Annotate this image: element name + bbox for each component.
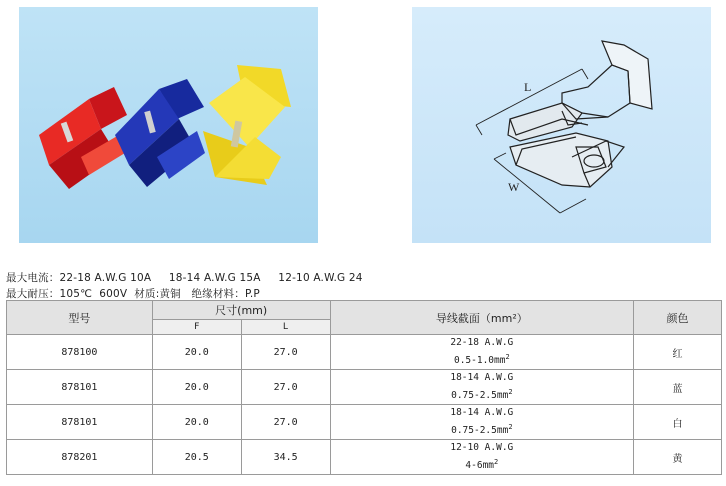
header-model: 型号: [7, 301, 153, 335]
cell-F: 20.0: [152, 405, 241, 440]
header-cross-section: 导线截面（mm²）: [330, 301, 634, 335]
cell-color: 蓝: [634, 370, 722, 405]
cell-model: 878201: [7, 440, 153, 475]
superscript: 2: [494, 458, 499, 467]
cell-mm2-wrap: [331, 385, 634, 403]
cell-cross-section: [330, 405, 634, 440]
cell-model: 878101: [7, 370, 153, 405]
cell-mm2: 0.5-1.0mm: [453, 355, 506, 367]
cell-mm2: 4-6mm: [465, 460, 495, 472]
header-L: L: [241, 320, 330, 335]
cell-mm2: 0.75-2.5mm: [451, 390, 509, 402]
superscript: 2: [508, 423, 513, 432]
connector-outline: [508, 41, 652, 187]
technical-drawing: [412, 7, 711, 243]
product-photo: [19, 7, 318, 243]
table-row: [7, 335, 722, 370]
cell-mm2-wrap: [331, 350, 634, 368]
cell-awg: 18-14 A.W.G: [450, 407, 514, 419]
cell-L: 34.5: [241, 440, 330, 475]
cell-L: 27.0: [241, 405, 330, 440]
table-row: [7, 370, 722, 405]
table-row: [7, 440, 722, 475]
blue-connector-image: [115, 79, 205, 187]
red-connector-image: [39, 87, 127, 189]
table-header-row: [7, 301, 722, 320]
cell-color: 白: [634, 405, 722, 440]
header-F: F: [152, 320, 241, 335]
cell-L: 27.0: [241, 335, 330, 370]
cell-F: 20.0: [152, 370, 241, 405]
yellow-connector-image: [203, 65, 291, 185]
spec-line-current: 最大电流：22-18 A.W.G 10A 18-14 A.W.G 15A 12-10 A.W.G 24: [6, 272, 363, 284]
cell-mm2-wrap: [331, 455, 634, 473]
cell-cross-section: [330, 440, 634, 475]
cell-model: 878100: [7, 335, 153, 370]
cell-L: 27.0: [241, 370, 330, 405]
header-color: 颜色: [634, 301, 722, 335]
superscript: 2: [508, 388, 513, 397]
cell-F: 20.5: [152, 440, 241, 475]
cell-awg: 18-14 A.W.G: [450, 372, 514, 384]
cell-awg: 22-18 A.W.G: [450, 337, 514, 349]
dimension-label-W: W: [508, 180, 520, 194]
cell-mm2-wrap: [331, 420, 634, 438]
cell-cross-section: [330, 370, 634, 405]
header-size: 尺寸(mm): [152, 301, 330, 320]
cell-model: 878101: [7, 405, 153, 440]
spec-table: [6, 300, 722, 475]
dimension-label-L: L: [524, 80, 532, 94]
cell-cross-section: [330, 335, 634, 370]
table-row: [7, 405, 722, 440]
cell-awg: 12-10 A.W.G: [450, 442, 514, 454]
spec-line-voltage: 最大耐压：105℃ 600V 材质:黄铜 绝缘材料：P.P: [6, 288, 260, 300]
cell-F: 20.0: [152, 335, 241, 370]
superscript: 2: [505, 353, 510, 362]
cell-mm2: 0.75-2.5mm: [451, 425, 509, 437]
cell-color: 黄: [634, 440, 722, 475]
cell-color: 红: [634, 335, 722, 370]
